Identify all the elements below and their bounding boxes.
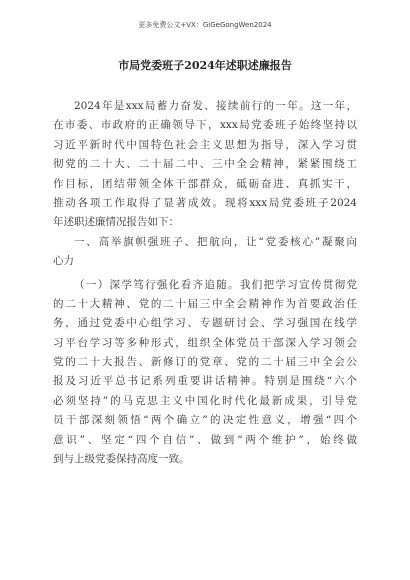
text-line: 一、高举旗帜强班子、把航向，让“党委核心”凝聚向 xyxy=(74,235,357,248)
header-promo-note: 更多免费公文+VX：GiGeGongWen2024 xyxy=(138,21,272,29)
paragraph-intro xyxy=(53,97,357,233)
text-line: 必须坚持”的马克思主义中国化时代化最新成果，引导党 xyxy=(53,394,357,407)
document-body xyxy=(53,97,357,469)
text-line: 习平台学习等多种形式，组织全体党员干部深入学习领会 xyxy=(53,336,357,349)
text-line: 心力 xyxy=(53,255,74,268)
text-line: 的二十大精神、党的二十届三中全会精神作为首要政治任 xyxy=(53,297,357,310)
text-line: 员干部深刻领悟“两个确立”的决定性意义，增强“四个 xyxy=(53,414,357,427)
text-line: 到与上级党委保持高度一致。 xyxy=(53,453,190,466)
text-line: 作目标，团结带领全体干部群众，砥砺奋进、真抓实干， xyxy=(53,177,357,190)
text-line: 年述职述廉情况报告如下： xyxy=(53,216,179,229)
text-line: 报及习近平总书记系列重要讲话精神。特别是围绕“六个 xyxy=(53,375,357,388)
section-heading xyxy=(53,233,357,272)
document-title: 市局党委班子2024年述职述廉报告 xyxy=(118,59,292,72)
text-line: （一）深学笃行强化看齐追随。我们把学习宣传贯彻党 xyxy=(74,278,357,291)
text-line: 习近平新时代中国特色社会主义思想为指导，深入学习贯 xyxy=(53,138,357,151)
text-line: 党的二十大报告、新修订的党章、党的二十届三中全会公 xyxy=(53,356,357,369)
text-line: 务，通过党委中心组学习、专题研讨会、学习强国在线学 xyxy=(53,317,357,330)
text-line: 推动各项工作取得了显著成效。现将xxx局党委班子2024 xyxy=(53,196,357,209)
paragraph-study xyxy=(53,276,357,470)
text-line: 彻党的二十大、二十届二中、三中全会精神，紧紧围绕工 xyxy=(53,158,357,171)
text-line: 在市委、市政府的正确领导下，xxx局党委班子始终坚持以 xyxy=(53,119,357,132)
text-line: 意识”、坚定“四个自信”、做到“两个维护”，始终做 xyxy=(53,433,357,446)
text-line: 2024年是xxx局蓄力奋发、接续前行的一年。这一年， xyxy=(74,100,357,112)
